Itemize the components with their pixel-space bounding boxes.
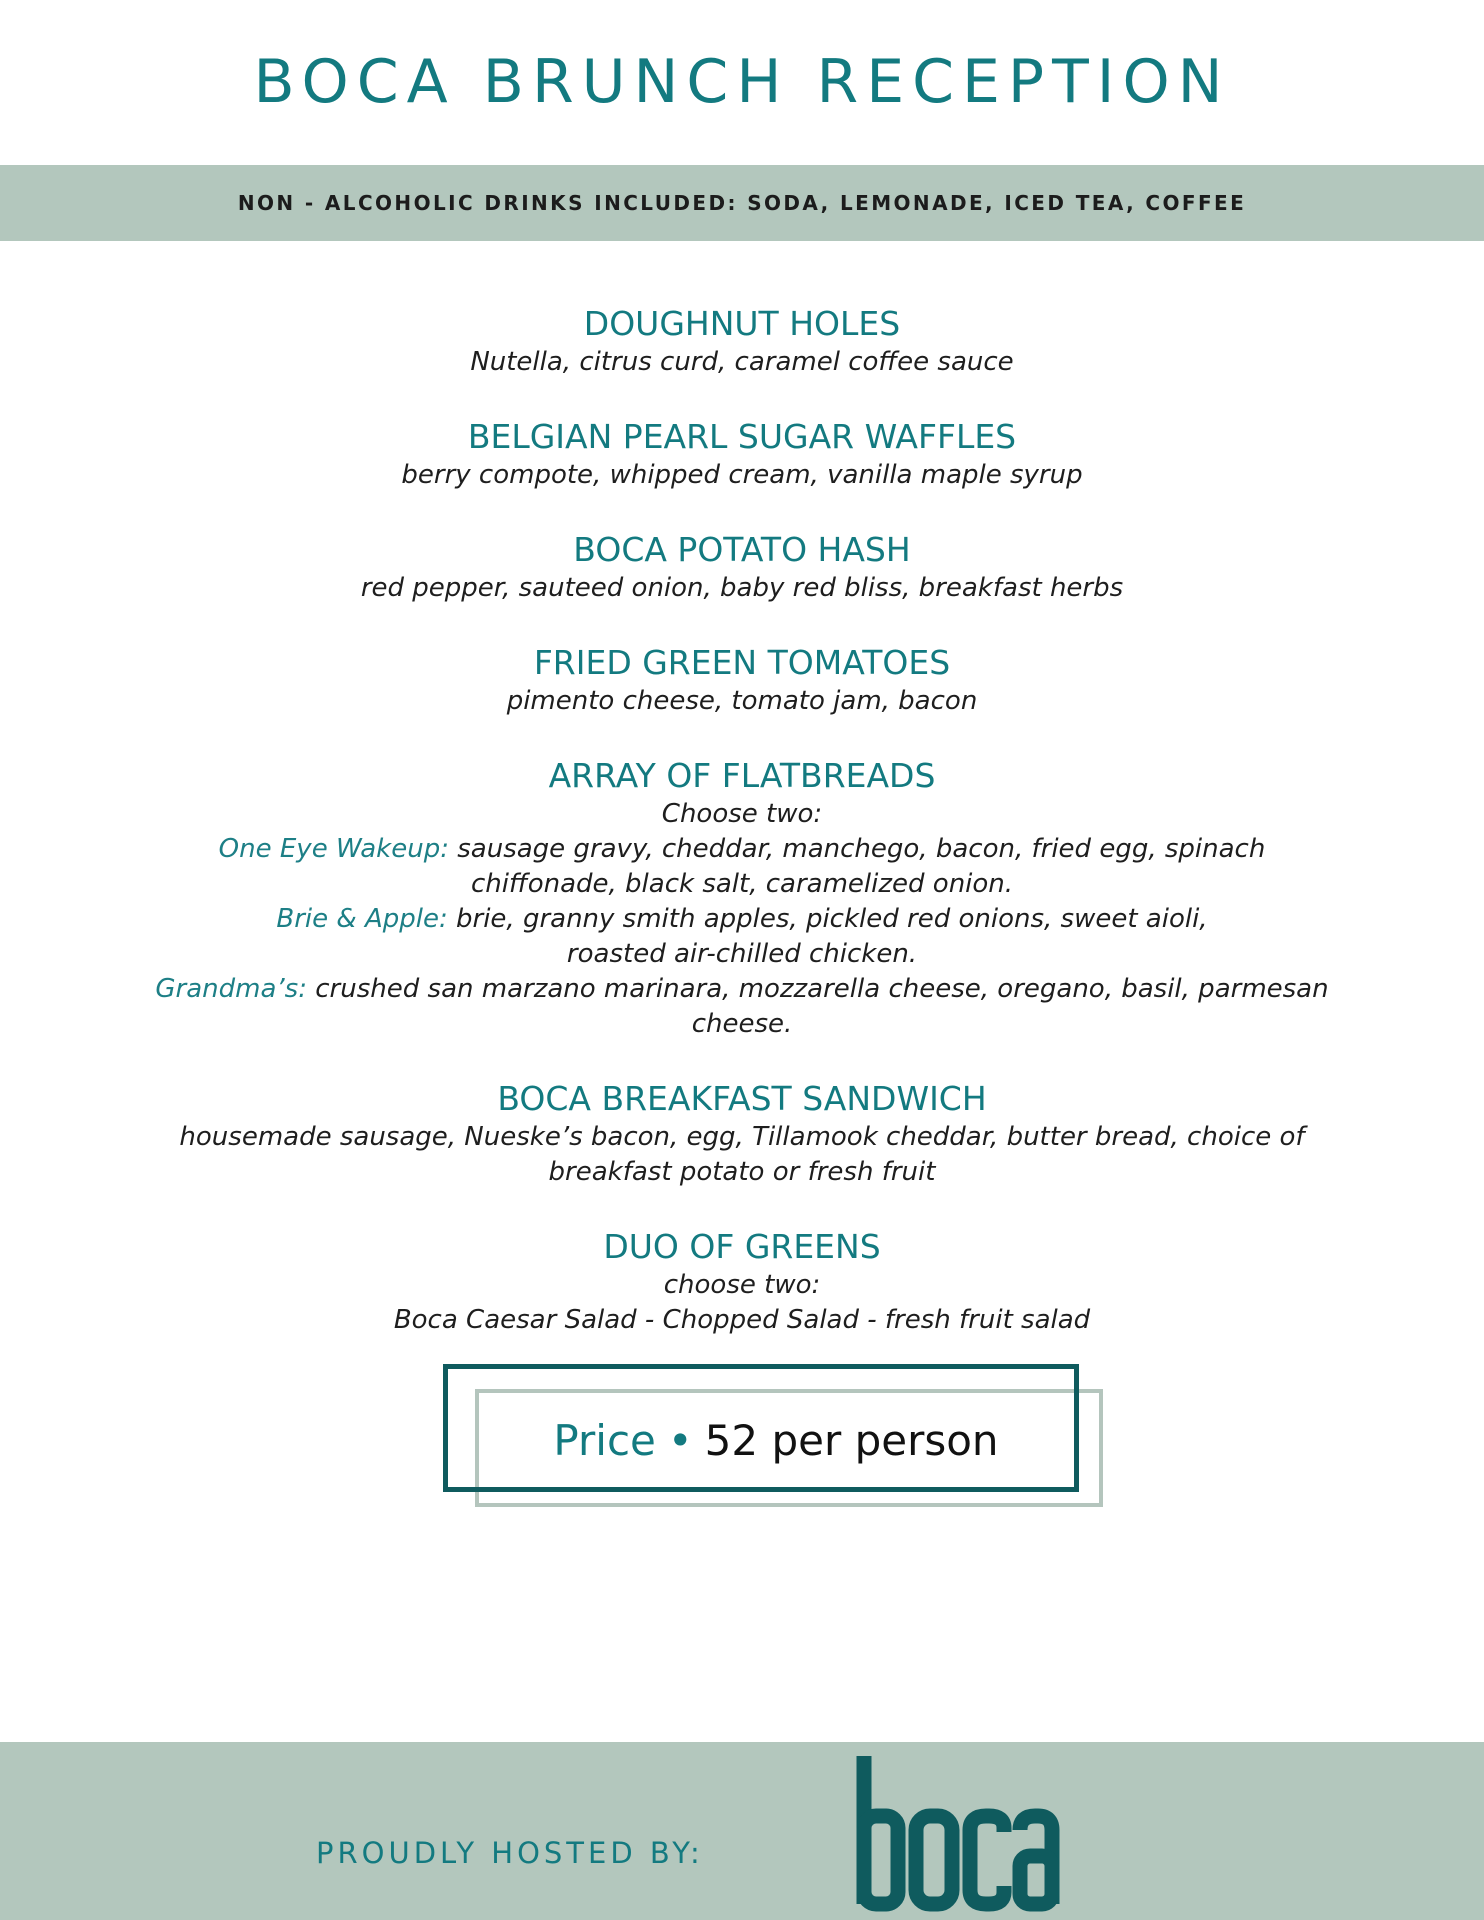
menu-item-potato-hash [60, 529, 1424, 606]
option-description: sausage gravy, cheddar, manchego, bacon, fried egg, spinach [457, 834, 1266, 864]
greens-options: Boca Caesar Salad - Chopped Salad - fresh fruit salad [393, 1305, 1091, 1335]
choose-note: choose two: [663, 1270, 821, 1300]
option-description-continued: chiffonade, black salt, caramelized onion. [470, 869, 1014, 899]
item-name: BELGIAN PEARL SUGAR WAFFLES [467, 417, 1017, 456]
item-name: BOCA POTATO HASH [573, 530, 911, 569]
item-name: BOCA BREAKFAST SANDWICH [497, 1079, 987, 1118]
item-description: berry compote, whipped cream, vanilla maple syrup [401, 460, 1083, 490]
price-label: Price [553, 1415, 656, 1465]
boca-logo [852, 1752, 1062, 1912]
option-name: Brie & Apple: [276, 904, 448, 934]
item-name: ARRAY OF FLATBREADS [548, 756, 936, 795]
menu-item-duo-of-greens [60, 1226, 1424, 1338]
item-name: FRIED GREEN TOMATOES [533, 643, 951, 682]
flatbread-option-one-eye-wakeup [60, 832, 1424, 902]
item-name: DUO OF GREENS [603, 1227, 881, 1266]
menu-item-fried-green-tomatoes [60, 642, 1424, 719]
choose-note: Choose two: [661, 799, 823, 829]
drinks-banner [0, 165, 1484, 241]
item-description: Nutella, citrus curd, caramel coffee sauce [470, 347, 1014, 377]
option-name: Grandma’s: [155, 974, 307, 1004]
option-description: crushed san marzano marinara, mozzarella cheese, oregano, basil, parmesan [315, 974, 1329, 1004]
option-description: brie, granny smith apples, pickled red onions, sweet aioli, [456, 904, 1208, 934]
menu-item-flatbreads [60, 755, 1424, 1042]
footer-band [0, 1742, 1484, 1920]
option-description-continued: roasted air-chilled chicken. [566, 939, 918, 969]
page-title: BOCA BRUNCH RECEPTION [253, 47, 1231, 117]
drinks-notice: NON - ALCOHOLIC DRINKS INCLUDED: SODA, LEMONADE, ICED TEA, COFFEE [237, 191, 1247, 215]
flatbread-option-brie-apple [60, 902, 1424, 972]
menu-item-doughnut-holes [60, 303, 1424, 380]
item-description: red pepper, sauteed onion, baby red bliss, breakfast herbs [360, 573, 1124, 603]
item-description-continued: breakfast potato or fresh fruit [548, 1157, 936, 1187]
item-name: DOUGHNUT HOLES [583, 304, 901, 343]
price-box [443, 1364, 1109, 1516]
menu-list [60, 303, 1424, 1374]
item-description: housemade sausage, Nueske’s bacon, egg, Tillamook cheddar, butter bread, choice of [179, 1122, 1305, 1152]
price-text [443, 1364, 1109, 1516]
option-description-continued: cheese. [691, 1009, 793, 1039]
flatbread-option-grandmas [60, 972, 1424, 1042]
menu-item-waffles [60, 416, 1424, 493]
price-separator: • [667, 1415, 693, 1465]
price-value: 52 per person [704, 1415, 999, 1465]
option-name: One Eye Wakeup: [218, 834, 449, 864]
hosted-by-label: PROUDLY HOSTED BY: [316, 1836, 704, 1870]
menu-item-breakfast-sandwich [60, 1078, 1424, 1190]
item-description: pimento cheese, tomato jam, bacon [506, 686, 978, 716]
